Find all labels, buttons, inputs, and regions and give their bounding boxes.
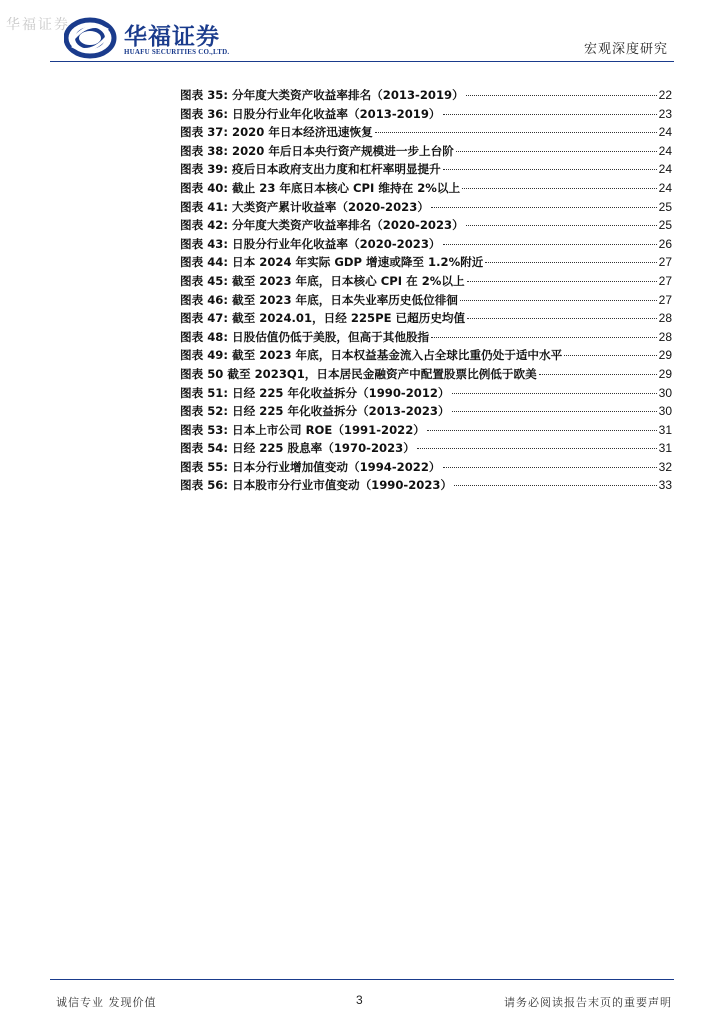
watermark-text: 华福证券 [6,17,70,33]
toc-entry-title: 图表 53: 日本上市公司 ROE（1991-2022） [180,422,425,437]
toc-entry-page: 24 [658,180,672,195]
toc-dot-leader [466,95,657,96]
toc-entry-title: 图表 52: 日经 225 年化收益拆分（2013-2023） [180,404,450,419]
toc-entry[interactable] [180,143,672,162]
toc-entry-page: 31 [658,441,672,456]
toc-entry-title: 图表 55: 日本分行业增加值变动（1994-2022） [180,459,441,474]
toc-dot-leader [539,374,657,375]
logo-chinese-name: 华福证券 [124,24,220,50]
toc-entry[interactable] [180,180,672,199]
toc-entry[interactable] [180,310,672,329]
toc-entry-title: 图表 37: 2020 年日本经济迅速恢复 [180,125,373,140]
toc-entry-page: 23 [658,106,672,121]
toc-entry[interactable] [180,440,672,459]
toc-entry-title: 图表 48: 日股估值仍低于美股，但高于其他股指 [180,329,430,344]
toc-entry-title: 图表 56: 日本股市分行业市值变动（1990-2023） [180,478,453,493]
toc-entry-title: 图表 50 截至 2023Q1，日本居民金融资产中配置股票比例低于欧美 [180,366,537,381]
toc-entry-title: 图表 41: 大类资产累计收益率（2020-2023） [180,199,429,214]
toc-dot-leader [431,337,657,338]
toc-entry-page: 22 [658,88,672,102]
toc-entry-page: 30 [658,385,672,400]
footer-disclaimer: 请务必阅读报告末页的重要声明 [504,996,672,1009]
toc-entry-title: 图表 42: 分年度大类资产收益率排名（2020-2023） [180,218,464,233]
toc-entry-page: 33 [658,478,672,493]
toc-dot-leader [443,114,657,115]
toc-entry[interactable] [180,459,672,478]
toc-entry-page: 27 [658,255,672,270]
toc-dot-leader [467,281,657,282]
toc-entry-title: 图表 40: 截止 23 年底日本核心 CPI 维持在 2%以上 [180,180,461,195]
company-logo [64,16,244,60]
toc-entry-title: 图表 38: 2020 年后日本央行资产规模进一步上台阶 [180,143,454,158]
toc-entry[interactable] [180,106,672,125]
toc-entry[interactable] [180,385,672,404]
toc-entry-title: 图表 46: 截至 2023 年底，日本失业率历史低位徘徊 [180,292,458,307]
toc-entry[interactable] [180,347,672,366]
huafu-logo-icon [64,16,120,60]
toc-entry[interactable] [180,329,672,348]
toc-entry-page: 24 [658,162,672,177]
toc-entry-page: 31 [658,422,672,437]
toc-dot-leader [431,207,657,208]
toc-entry[interactable] [180,254,672,273]
toc-entry-page: 29 [658,348,672,363]
toc-entry[interactable] [180,217,672,236]
toc-entry-title: 图表 45: 截至 2023 年底，日本核心 CPI 在 2%以上 [180,273,465,288]
toc-entry[interactable] [180,477,672,496]
toc-entry-title: 图表 39: 疫后日本政府支出力度和杠杆率明显提升 [180,162,441,177]
toc-entry[interactable] [180,124,672,143]
toc-entry-title: 图表 43: 日股分行业年化收益率（2020-2023） [180,236,441,251]
toc-dot-leader [452,411,657,412]
toc-entry-page: 32 [658,459,672,474]
toc-dot-leader [467,318,657,319]
toc-dot-leader [485,262,656,263]
toc-entry[interactable] [180,403,672,422]
toc-entry-page: 24 [658,125,672,140]
toc-entry-page: 26 [658,236,672,251]
toc-entry-title: 图表 47: 截至 2024.01，日经 225PE 已超历史均值 [180,311,466,326]
toc-entry[interactable] [180,366,672,385]
toc-entry-page: 27 [658,273,672,288]
toc-entry-title: 图表 49: 截至 2023 年底，日本权益基金流入占全球比重仍处于适中水平 [180,348,563,363]
toc-dot-leader [417,448,657,449]
toc-dot-leader [454,485,657,486]
toc-entry-page: 28 [658,311,672,326]
toc-dot-leader [460,300,657,301]
toc-entry[interactable] [180,273,672,292]
toc-dot-leader [443,467,657,468]
toc-dot-leader [456,151,657,152]
toc-entry[interactable] [180,199,672,218]
toc-dot-leader [375,132,657,133]
toc-dot-leader [462,188,657,189]
page-number: 3 [356,993,363,1007]
header-divider [50,61,674,62]
toc-dot-leader [564,355,656,356]
toc-entry-title: 图表 54: 日经 225 股息率（1970-2023） [180,441,415,456]
toc-entry[interactable] [180,422,672,441]
toc-entry-page: 25 [658,218,672,233]
toc-entry-page: 25 [658,199,672,214]
toc-entry-page: 30 [658,404,672,419]
toc-entry[interactable] [180,161,672,180]
toc-dot-leader [427,430,657,431]
logo-english-name: HUAFU SECURITIES CO.,LTD. [124,48,230,56]
toc-dot-leader [443,244,657,245]
toc-entry-page: 29 [658,366,672,381]
toc-entry-title: 图表 36: 日股分行业年化收益率（2013-2019） [180,106,441,121]
report-type: 宏观深度研究 [583,42,668,57]
toc-entry-title: 图表 44: 日本 2024 年实际 GDP 增速或降至 1.2%附近 [180,255,484,270]
toc-dot-leader [452,393,657,394]
footer-slogan: 诚信专业 发现价值 [56,996,157,1009]
toc-entry[interactable] [180,236,672,255]
table-of-figures [180,87,672,496]
footer-divider [50,979,674,980]
toc-entry[interactable] [180,87,672,106]
toc-dot-leader [443,169,657,170]
toc-entry-page: 28 [658,329,672,344]
toc-entry-title: 图表 51: 日经 225 年化收益拆分（1990-2012） [180,385,450,400]
toc-entry-title: 图表 35: 分年度大类资产收益率排名（2013-2019） [180,88,464,102]
toc-entry-page: 24 [658,143,672,158]
toc-entry-page: 27 [658,292,672,307]
toc-dot-leader [466,225,657,226]
toc-entry[interactable] [180,292,672,311]
